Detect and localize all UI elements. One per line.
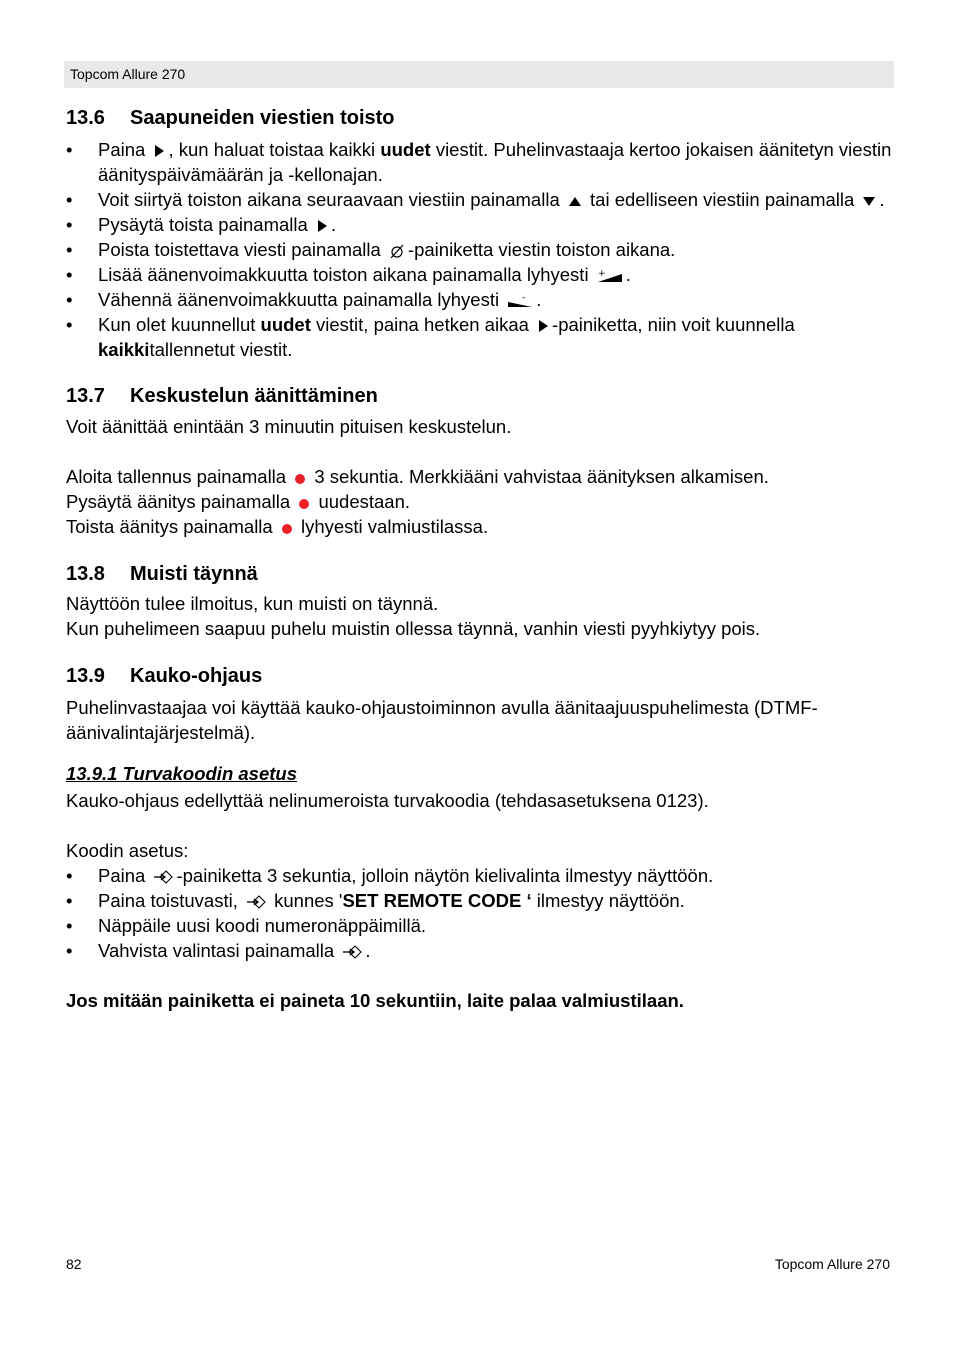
- volume-down-icon: [507, 294, 533, 308]
- list-item: • Vähennä äänenvoimakkuutta painamalla lyhyesti - .: [66, 287, 896, 312]
- volume-up-icon: [597, 269, 623, 283]
- page-content: [66, 104, 896, 1013]
- footer-title: Topcom Allure 270: [774, 1256, 890, 1272]
- subsection-13-9-1-heading: 13.9.1 Turvakoodin asetus: [66, 763, 298, 784]
- up-arrow-icon: [568, 195, 582, 207]
- paragraph: Näyttöön tulee ilmoitus, kun muisti on täynnä.: [66, 593, 439, 614]
- list-item: • Vahvista valintasi painamalla .: [66, 938, 896, 963]
- paragraph: Pysäytä äänitys painamalla uudestaan.: [66, 491, 411, 512]
- header-bar: [64, 61, 894, 88]
- list-item: • Näppäile uusi koodi numeronäppäimillä.: [66, 913, 896, 938]
- list-item: • Pysäytä toista painamalla .: [66, 212, 896, 237]
- record-icon: [294, 472, 306, 484]
- section-13-7-heading: 13.7 Keskustelun äänittäminen: [66, 385, 378, 407]
- paragraph: Aloita tallennus painamalla 3 sekuntia. Merkkiääni vahvistaa äänityksen alkamisen.: [66, 466, 769, 487]
- record-icon: [281, 522, 293, 534]
- section-13-6-heading: 13.6 Saapuneiden viestien toisto: [66, 107, 395, 129]
- paragraph: Toista äänitys painamalla lyhyesti valmiustilassa.: [66, 516, 489, 537]
- section-13-6-list: [66, 137, 896, 362]
- svg-text:-: -: [522, 294, 526, 304]
- paragraph: Puhelinvastaajaa voi käyttää kauko-ohjaustoiminnon avulla äänitaajuuspuhelimesta (DTMF-äänivalintajärjestelmä).: [66, 697, 818, 743]
- menu-icon: [153, 869, 173, 885]
- section-13-9-list: [66, 863, 896, 963]
- down-arrow-icon: [862, 195, 876, 207]
- play-icon: [153, 144, 165, 158]
- section-13-9-heading: 13.9 Kauko-ohjaus: [66, 665, 263, 687]
- list-item: • Kun olet kuunnellut uudet viestit, paina hetken aikaa -painiketta, niin voit kuunnella kaikkitallennetut viestit.: [66, 312, 896, 362]
- list-item: • Poista toistettava viesti painamalla -painiketta viestin toiston aikana.: [66, 237, 896, 262]
- list-item: • Lisää äänenvoimakkuutta toiston aikana painamalla lyhyesti + .: [66, 262, 896, 287]
- section-13-8-heading: 13.8 Muisti täynnä: [66, 563, 258, 585]
- paragraph: Voit äänittää enintään 3 minuutin pituisen keskustelun.: [66, 416, 512, 437]
- paragraph: Kauko-ohjaus edellyttää nelinumeroista turvakoodia (tehdasasetuksena 0123).: [66, 790, 709, 811]
- delete-icon: [389, 243, 405, 259]
- list-item: • Paina -painiketta 3 sekuntia, jolloin näytön kielivalinta ilmestyy näyttöön.: [66, 863, 896, 888]
- play-icon: [537, 319, 549, 333]
- record-icon: [298, 497, 310, 509]
- list-item: • Paina toistuvasti, kunnes 'SET REMOTE CODE ‘ ilmestyy näyttöön.: [66, 888, 896, 913]
- menu-icon: [246, 894, 266, 910]
- menu-icon: [342, 944, 362, 960]
- list-item: • Voit siirtyä toiston aikana seuraavaan viestiin painamalla tai edelliseen viestiin painamalla .: [66, 187, 896, 212]
- note: Jos mitään painiketta ei paineta 10 sekuntiin, laite palaa valmiustilaan.: [66, 990, 684, 1011]
- list-item: • Paina , kun haluat toistaa kaikki uudet viestit. Puhelinvastaaja kertoo jokaisen äänitetyn viestin äänityspäivämäärän ja -kellonajan.: [66, 137, 896, 187]
- paragraph: Koodin asetus:: [66, 840, 189, 861]
- page-number: 82: [66, 1256, 82, 1272]
- header-title: Topcom Allure 270: [70, 66, 186, 82]
- paragraph: Kun puhelimeen saapuu puhelu muistin ollessa täynnä, vanhin viesti pyyhkiytyy pois.: [66, 618, 761, 639]
- svg-text:+: +: [597, 269, 606, 280]
- play-icon: [316, 219, 328, 233]
